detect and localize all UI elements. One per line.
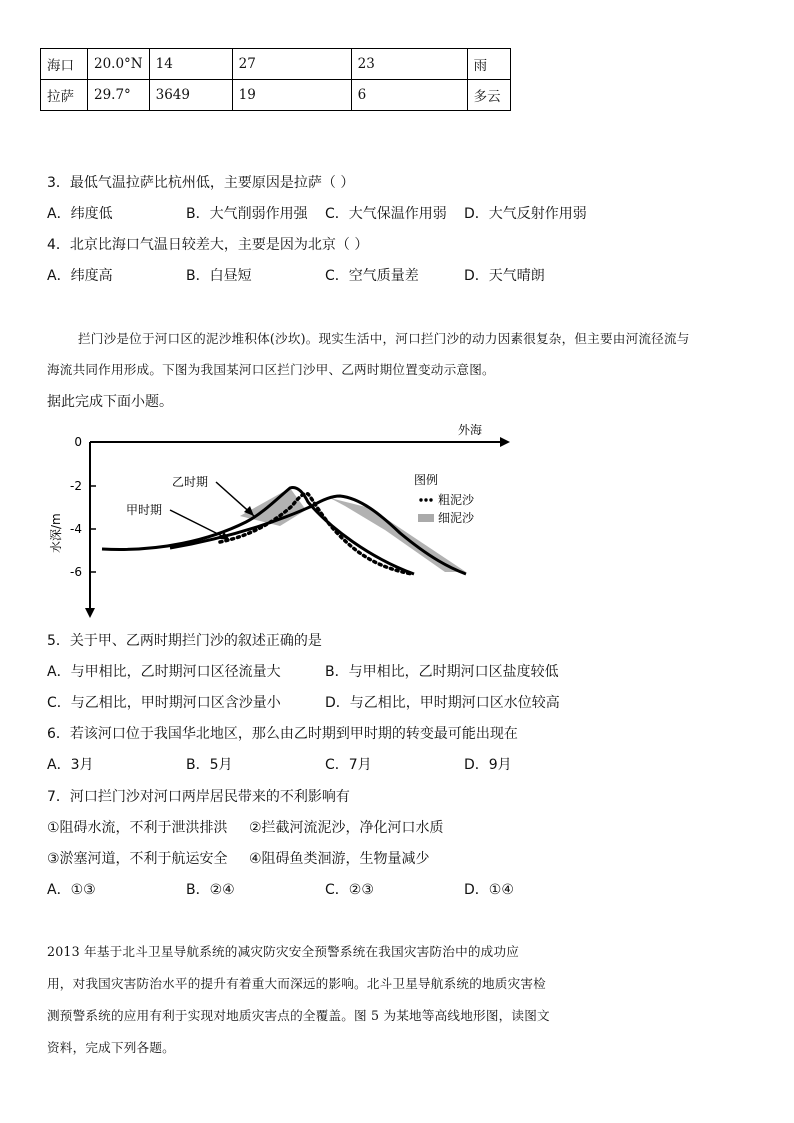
passage-2-line-4: 资料，完成下列各题。: [47, 1040, 175, 1055]
table-cell: 雨: [467, 49, 510, 80]
climate-table: [40, 48, 511, 111]
q7-statement-1: ①阻碍水流，不利于泄洪排洪: [47, 820, 228, 836]
legend-title: 图例: [414, 473, 439, 487]
y-tick-label: 0: [74, 435, 82, 449]
q4-option-c: C．空气质量差: [325, 268, 419, 284]
passage-2-line-1: 2013 年基于北斗卫星导航系统的减灾防灾安全预警系统在我国灾害防治中的成功应: [47, 944, 520, 959]
q3-option-b: B．大气削弱作用强: [186, 206, 308, 222]
q7-option-c: C．②③: [325, 882, 374, 898]
passage-2-line-2: 用，对我国灾害防治水平的提升有着重大而深远的影响。北斗卫星导航系统的地质灾害检: [47, 976, 546, 991]
fine-sediment-jia: [330, 498, 466, 572]
q6-option-c: C．7月: [325, 757, 372, 773]
q4-option-a: A．纬度高: [47, 268, 113, 284]
q6-option-a: A．3月: [47, 757, 94, 773]
q4-option-d: D．天气晴朗: [464, 268, 545, 284]
y-tick-label: -6: [70, 565, 82, 579]
outer-sea-label: 外海: [458, 423, 483, 437]
q7-option-d: D．①④: [464, 882, 514, 898]
legend-coarse-label: 粗泥沙: [438, 493, 475, 507]
x-axis-arrow: [500, 437, 510, 447]
passage-2-line-3: 测预警系统的应用有利于实现对地质灾害点的全覆盖。图 5 为某地等高线地形图，读图文: [47, 1008, 550, 1023]
q7-option-b: B．②④: [186, 882, 235, 898]
y-tick-label: -2: [70, 479, 82, 493]
q4-option-b: B．白昼短: [186, 268, 252, 284]
legend-fine-swatch: [418, 514, 434, 522]
q5-option-d: D．与乙相比，甲时期河口区水位较高: [325, 695, 560, 711]
question-4-stem: 4．北京比海口气温日较差大，主要是因为北京（ ）: [47, 237, 369, 253]
y-axis-label: 水深/m: [49, 513, 63, 553]
table-cell: 6: [351, 80, 467, 111]
legend-fine-label: 细泥沙: [438, 511, 475, 525]
jia-period-label: 甲时期: [126, 503, 163, 517]
passage-1-line-2: 海流共同作用形成。下图为我国某河口区拦门沙甲、乙两时期位置变动示意图。: [47, 362, 495, 377]
yi-period-profile: [102, 488, 414, 574]
table-cell: 27: [232, 49, 351, 80]
jia-pointer: [170, 510, 226, 538]
table-row: [41, 80, 511, 111]
table-cell: 海口: [41, 49, 88, 80]
passage-1-line-1: 拦门沙是位于河口区的泥沙堆积体(沙坎)。现实生活中，河口拦门沙的动力因素很复杂，但主要由河流径流与: [78, 331, 690, 346]
q3-option-a: A．纬度低: [47, 206, 113, 222]
table-cell: 19: [232, 80, 351, 111]
table-cell: 23: [351, 49, 467, 80]
y-axis-arrow: [85, 608, 95, 618]
q5-option-a: A．与甲相比，乙时期河口区径流量大: [47, 664, 281, 680]
sandbar-figure: [40, 418, 520, 622]
q6-option-b: B．5月: [186, 757, 233, 773]
table-cell: 20.0°N: [88, 49, 150, 80]
q7-statement-3: ③淤塞河道，不利于航运安全: [47, 851, 228, 867]
q5-option-c: C．与乙相比，甲时期河口区含沙量小: [47, 695, 281, 711]
q6-option-d: D．9月: [464, 757, 512, 773]
table-cell: 29.7°: [88, 80, 150, 111]
question-5-stem: 5．关于甲、乙两时期拦门沙的叙述正确的是: [47, 633, 322, 649]
passage-1-instruction: 据此完成下面小题。: [47, 394, 173, 410]
q7-statement-4: ④阻碍鱼类洄游，生物量减少: [249, 851, 430, 867]
question-3-stem: 3．最低气温拉萨比杭州低，主要原因是拉萨（ ）: [47, 175, 355, 191]
table-cell: 拉萨: [41, 80, 88, 111]
q7-option-a: A．①③: [47, 882, 96, 898]
q3-option-c: C．大气保温作用弱: [325, 206, 447, 222]
q5-option-b: B．与甲相比，乙时期河口区盐度较低: [325, 664, 559, 680]
q7-statement-2: ②拦截河流泥沙，净化河口水质: [249, 820, 444, 836]
table-row: [41, 49, 511, 80]
question-6-stem: 6．若该河口位于我国华北地区，那么由乙时期到甲时期的转变最可能出现在: [47, 726, 518, 742]
q3-option-d: D．大气反射作用弱: [464, 206, 587, 222]
yi-period-label: 乙时期: [172, 475, 209, 489]
legend-coarse-swatch: [419, 498, 432, 501]
y-tick-label: -4: [70, 522, 82, 536]
table-cell: 多云: [467, 80, 510, 111]
table-cell: 14: [149, 49, 232, 80]
question-7-stem: 7．河口拦门沙对河口两岸居民带来的不利影响有: [47, 789, 350, 805]
table-cell: 3649: [149, 80, 232, 111]
